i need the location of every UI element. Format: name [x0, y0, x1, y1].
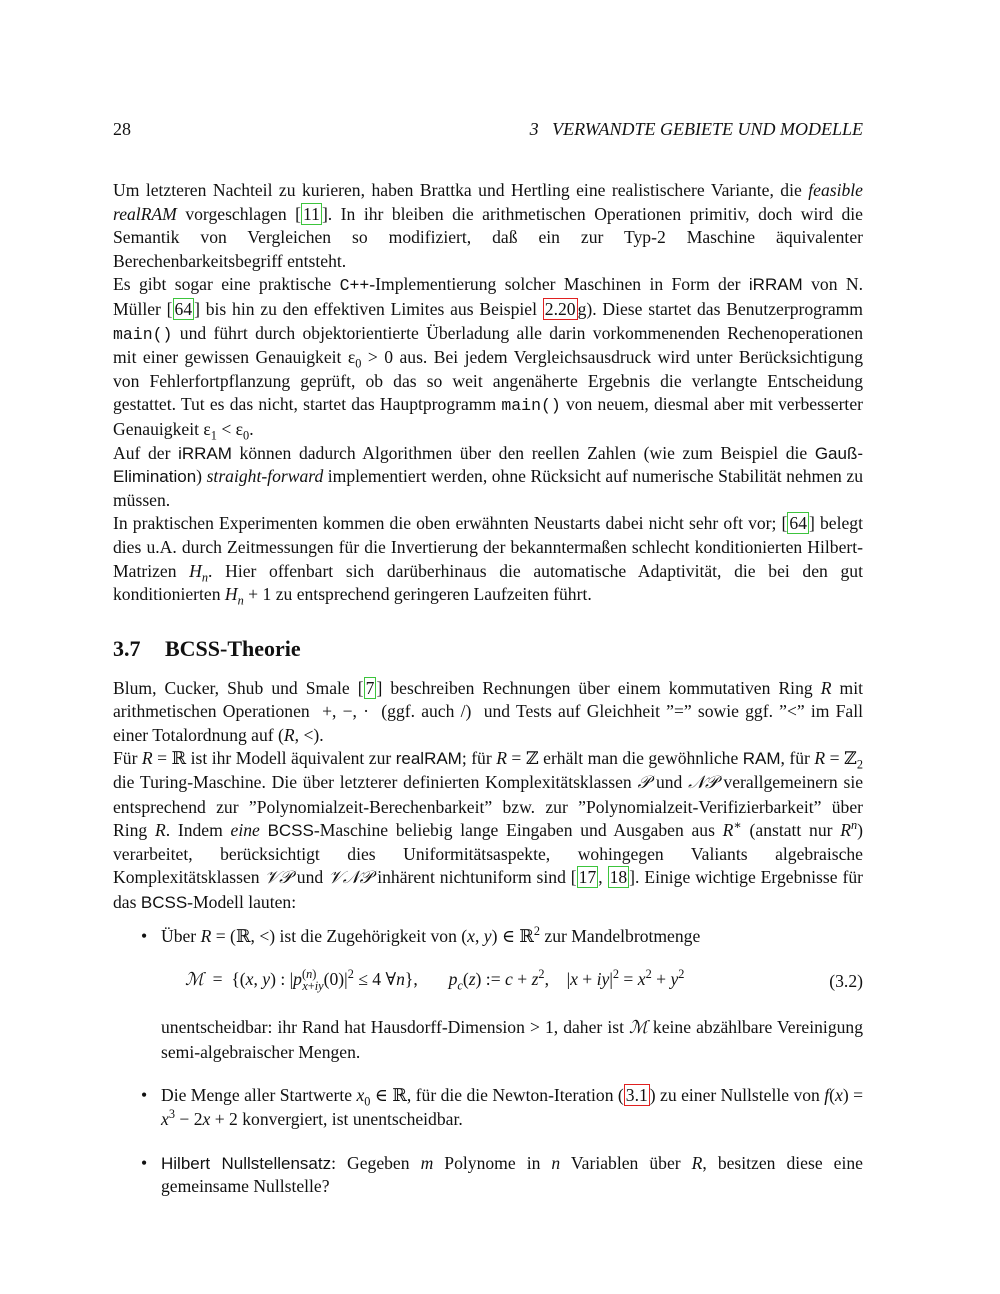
result-list: [113, 925, 863, 1199]
list-item: • Die Menge aller Startwerte $x_0$ ∈ ℝ, für die die Newton-Iteration ( 3.1 ) zu einer Nullstelle von $f(x) = x^3 - 2x + 2$ konvergiert, ist unentscheidbar.: [141, 1085, 863, 1129]
paragraph: Um letzteren Nachteil zu kurieren, haben Brattka und Hertling eine realistischere Variante, die feasible realRAM vorgeschlagen [ 11 ]. In ihr bleiben die arithmetischen Operationen primitiv, doch wird die Semantik von Vergleichen so modifiziert, daß ein zur Typ-2 Maschine äquivalenter Berechenbarkeitsbegriff entsteht.: [113, 180, 863, 271]
page-number: 28: [113, 119, 131, 139]
citation-link[interactable]: 64: [789, 513, 808, 534]
citation-link[interactable]: 17: [578, 867, 597, 888]
citation-link[interactable]: 18: [609, 867, 628, 888]
paragraph: Blum, Cucker, Shub und Smale [ 7 ] beschreiben Rechnungen über einem kommutativen Ring R mit arithmetischen Operationen +, −, · (ggf. auch /) und Tests auf Gleichheit ”=” sowie ggf. ”<” im Fall einer Totalordnung auf (R, <).: [113, 677, 863, 745]
body-text: [113, 179, 863, 1219]
paragraph: In praktischen Experimenten kommen die oben erwähnten Neustarts dabei nicht sehr oft vor; [ 64 ] belegt dies u.A. durch Zeitmessungen für die Invertierung der bekanntermaßen schlecht konditionierten Hilbert-Matrizen $H_n$. Hier offenbart sich darüberhinaus die automatische Adaptivität, die bei den gut konditionierten $H_n + 1$ zu entsprechend geringeren Laufzeiten führt.: [113, 513, 863, 608]
equation-number: (3.2): [829, 971, 863, 992]
citation-link[interactable]: 11: [302, 203, 320, 224]
citation-link[interactable]: 64: [174, 298, 193, 319]
paragraph: Auf der iRRAM können dadurch Algorithmen über den reellen Zahlen (wie zum Beispiel die Gauß-Elimination) straight-forward implementiert werden, ohne Rücksicht auf numerische Stabilität nehmen zu müssen.: [113, 442, 864, 510]
paragraph: Für R = ℝ ist ihr Modell äquivalent zur realRAM; für R = ℤ erhält man die gewöhnliche RAM, für R = ℤ$_2$ die Turing-Maschine. Die über letzterer definierten Komplexitätsklassen 𝒫 und 𝒩𝒫 verallgemeinern sie entsprechend zur ”Polynomialzeit-Berechenbarkeit” bzw. zur ”Polynomialzeit-Verifizierbarkeit” über Ring R. Indem eine BCSS-Maschine beliebig lange Eingaben und Ausgaben aus R∗ (anstatt nur $R^n$) verarbeitet, berücksichtigt dies Uniformitätsaspekte, wohingegen Valiants algebraische Komplexitätsklassen 𝒱𝒫 und 𝒱𝒩𝒫 inhärent nichtuniform sind [ 17 , 18 ]. Einige wichtige Ergebnisse für das BCSS-Modell lauten:: [113, 748, 864, 913]
list-item: • Über R = (ℝ, <) ist die Zugehörigkeit von (x, y) ∈ ℝ$^2$ zur Mandelbrotmenge ℳ = {(x, y) : $|p^{(n)}_{x+iy}(0)|^2 \le 4$ ∀n}, $p_c(z)$ := $c + z^2$, $|x + iy|^2 = x^2 + y^2$ (3.2) unentscheidbar: ihr Rand hat Hausdorff-Dimension > 1, daher ist ℳ keine abzählbare Vereinigung semi-algebraischer Mengen.: [141, 923, 864, 1062]
citation-link[interactable]: 7: [365, 677, 375, 698]
equation-link[interactable]: 3.1: [625, 1085, 648, 1106]
section-heading: 3.7 BCSS-Theorie: [113, 635, 301, 661]
paragraph: Es gibt sogar eine praktische C++-Implementierung solcher Maschinen in Form der iRRAM von N. Müller [ 64 ] bis hin zu den effektiven Limites aus Beispiel 2.20 g). Diese startet das Benutzerprogramm main() und führt durch objektorientierte Überladung alle darin vorkommenenden Rechenoperationen mit einer gewissen Genauigkeit $\varepsilon_0 > 0$ aus. Bei jedem Vergleichsausdruck wird unter Berücksichtigung von Fehlerfortpflanzung geprüft, ob das so weit angenäherte Ergebnis die verlangte Entscheidung gestattet. Tut es das nicht, startet das Hauptprogramm main() von neuem, diesmal aber mit verbesserter Genauigkeit $\varepsilon_1 < \varepsilon_0$.: [113, 274, 864, 443]
chapter-title: 3 VERWANDTE GEBIETE UND MODELLE: [529, 119, 863, 139]
list-item: • Hilbert Nullstellensatz: Gegeben m Polynome in n Variablen über R, besitzen diese eine gemeinsame Nullstelle?: [141, 1152, 863, 1197]
display-equation: ℳ = {(x, y) : $|p^{(n)}_{x+iy}(0)|^2 \le 4$ ∀n}, $p_c(z)$ := $c + z^2$, $|x + iy|^2 = x^2 + y^2$ (3.2): [185, 967, 863, 993]
example-link[interactable]: 2.20: [544, 298, 576, 319]
